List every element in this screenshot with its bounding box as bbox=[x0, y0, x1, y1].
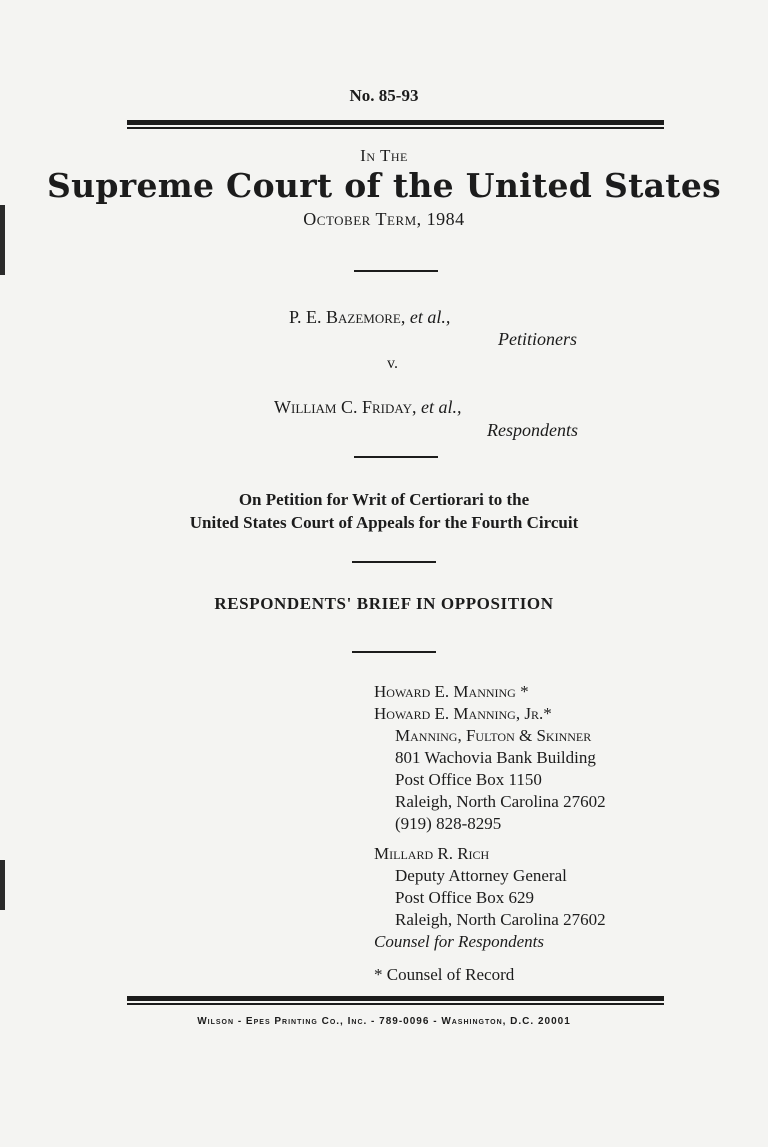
firm-address-line: 801 Wachovia Bank Building bbox=[395, 748, 596, 767]
attorney-title: Deputy Attorney General bbox=[395, 866, 567, 885]
petitioner-name bbox=[289, 307, 450, 328]
versus-label: v. bbox=[387, 355, 398, 372]
petition-caption bbox=[0, 488, 768, 534]
petition-line-2: United States Court of Appeals for the Fourth Circuit bbox=[189, 513, 579, 532]
counsel-block bbox=[374, 681, 606, 986]
respondent-name-text: William C. Friday, bbox=[274, 397, 417, 417]
brief-title: RESPONDENTS' BRIEF IN OPPOSITION bbox=[214, 594, 554, 613]
petitioner-etal: et al., bbox=[405, 307, 451, 327]
counsel-for-label: Counsel for Respondents bbox=[374, 932, 544, 951]
top-double-rule bbox=[127, 120, 664, 130]
petitioner-name-text: P. E. Bazemore, bbox=[289, 307, 406, 327]
firm-address-line: Raleigh, North Carolina 27602 bbox=[395, 792, 606, 811]
printer-imprint: Wilson - Epes Printing Co., Inc. - 789-0096 - Washington, D.C. 20001 bbox=[197, 1016, 571, 1027]
separator-line bbox=[354, 270, 438, 272]
court-name: Supreme Court of the United States bbox=[46, 166, 722, 205]
attorney-name: Millard R. Rich bbox=[374, 844, 490, 863]
scan-edge-mark bbox=[0, 860, 5, 910]
law-firm-name: Manning, Fulton & Skinner bbox=[395, 726, 592, 745]
separator-line bbox=[352, 561, 436, 563]
attorney-address-line: Raleigh, North Carolina 27602 bbox=[395, 910, 606, 929]
in-the-label: In The bbox=[360, 146, 408, 165]
firm-phone: (919) 828-8295 bbox=[395, 814, 502, 833]
firm-address-line: Post Office Box 1150 bbox=[395, 770, 542, 789]
bottom-double-rule bbox=[127, 996, 664, 1006]
respondent-role: Respondents bbox=[487, 420, 578, 440]
court-term: October Term, 1984 bbox=[303, 209, 465, 229]
attorney-address-line: Post Office Box 629 bbox=[395, 888, 534, 907]
docket-number: No. 85-93 bbox=[349, 86, 419, 105]
petitioner-role: Petitioners bbox=[498, 329, 577, 349]
attorney-name: Howard E. Manning * bbox=[374, 682, 529, 701]
petition-line-1: On Petition for Writ of Certiorari to the bbox=[238, 490, 530, 509]
respondent-name bbox=[274, 397, 461, 418]
separator-line bbox=[354, 456, 438, 458]
attorney-name: Howard E. Manning, Jr.* bbox=[374, 704, 552, 723]
respondent-etal: et al., bbox=[416, 397, 462, 417]
separator-line bbox=[352, 651, 436, 653]
counsel-of-record-note: * Counsel of Record bbox=[374, 965, 515, 984]
